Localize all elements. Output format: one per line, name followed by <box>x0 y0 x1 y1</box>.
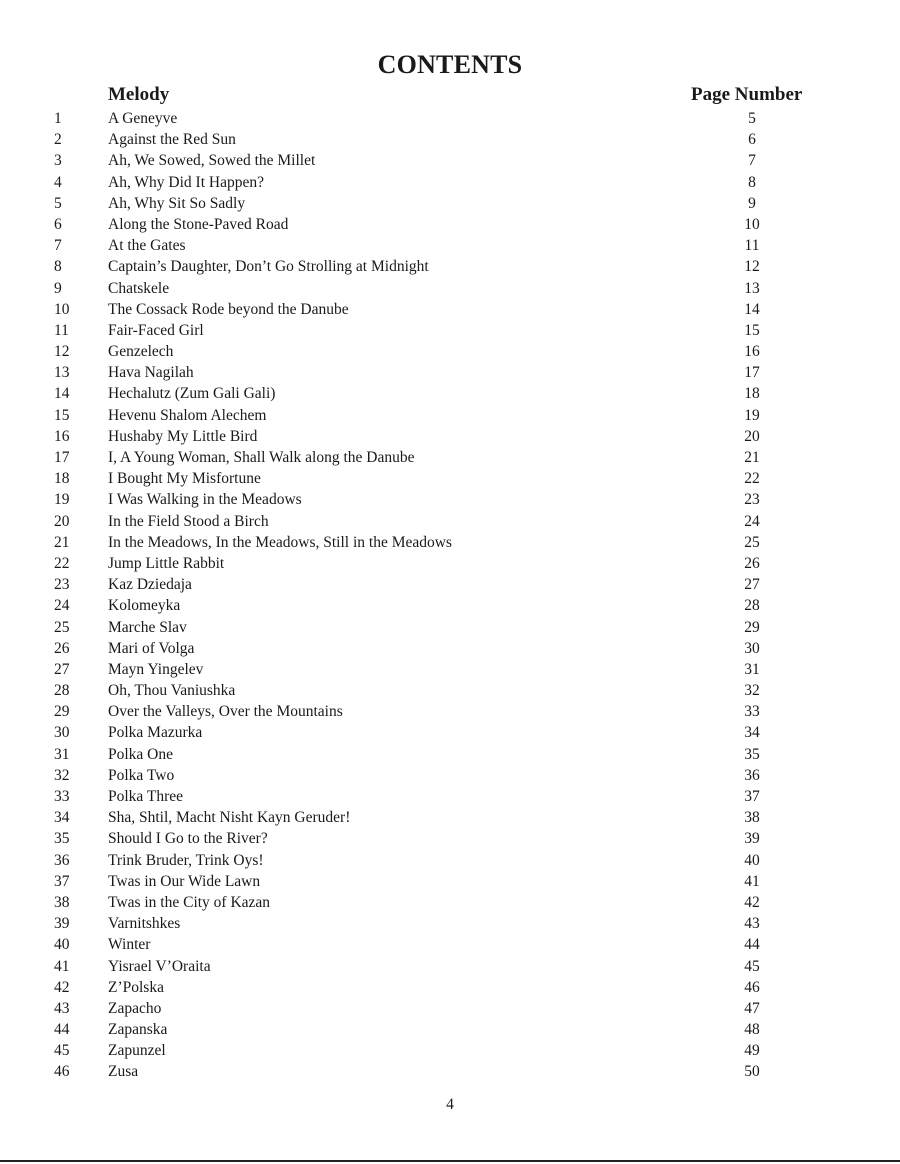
entry-title: Ah, We Sowed, Sowed the Millet <box>108 152 316 170</box>
page-title: CONTENTS <box>377 50 523 79</box>
entry-title: A Geneyve <box>108 110 178 127</box>
contents-list <box>0 108 900 1083</box>
entry-page-number: 19 <box>744 406 760 424</box>
entry-number: 20 <box>54 512 70 530</box>
toc-entry <box>0 278 900 299</box>
entry-title: Sha, Shtil, Macht Nisht Kayn Geruder! <box>108 809 351 827</box>
entry-number: 23 <box>54 576 70 594</box>
entry-title: Should I Go to the River? <box>108 830 268 848</box>
entry-number: 34 <box>54 809 70 827</box>
toc-entry <box>0 956 900 977</box>
entry-number: 45 <box>54 1042 70 1060</box>
entry-page-number: 14 <box>744 300 760 318</box>
entry-title: Kaz Dziedaja <box>108 576 192 594</box>
entry-title: Polka Three <box>108 788 184 805</box>
entry-page-number: 42 <box>744 893 760 911</box>
toc-entry <box>0 193 900 214</box>
entry-number: 2 <box>54 131 62 149</box>
toc-entry <box>0 659 900 680</box>
entry-title: Oh, Thou Vaniushka <box>108 682 236 700</box>
toc-entry <box>0 638 900 659</box>
entry-title: In the Meadows, In the Meadows, Still in the Meadows <box>108 533 452 551</box>
toc-entry <box>0 489 900 510</box>
toc-entry <box>0 574 900 595</box>
entry-page-number: 48 <box>744 1021 760 1039</box>
toc-entry <box>0 1061 900 1082</box>
entry-title: Captain’s Daughter, Don’t Go Strolling at Midnight <box>108 258 429 276</box>
entry-title: Polka Two <box>108 766 175 784</box>
entry-title: Ah, Why Did It Happen? <box>108 173 264 191</box>
entry-page-number: 46 <box>744 978 760 996</box>
entry-title: Hushaby My Little Bird <box>108 427 258 445</box>
entry-number: 24 <box>54 597 70 615</box>
entry-number: 39 <box>54 915 70 933</box>
entry-title: Ah, Why Sit So Sadly <box>108 194 246 212</box>
entry-title: Hechalutz (Zum Gali Gali) <box>108 385 276 403</box>
entry-number: 12 <box>54 343 70 361</box>
toc-entry <box>0 553 900 574</box>
entry-title: The Cossack Rode beyond the Danube <box>108 300 349 318</box>
toc-entry <box>0 828 900 849</box>
toc-entry <box>0 256 900 277</box>
entry-page-number: 11 <box>744 237 760 255</box>
entry-page-number: 44 <box>744 936 760 954</box>
entry-page-number: 10 <box>744 215 760 233</box>
entry-title: Yisrael V’Oraita <box>108 957 211 975</box>
entry-page-number: 29 <box>744 618 760 636</box>
entry-title: Polka Mazurka <box>108 724 203 742</box>
entry-title: Zapacho <box>108 999 162 1017</box>
toc-entry <box>0 532 900 553</box>
toc-entry <box>0 765 900 786</box>
entry-title: Hevenu Shalom Alechem <box>108 406 267 424</box>
entry-page-number: 47 <box>744 999 760 1017</box>
entry-title: Trink Bruder, Trink Oys! <box>108 851 264 869</box>
entry-title: In the Field Stood a Birch <box>108 512 269 530</box>
entry-page-number: 28 <box>744 597 760 615</box>
entry-page-number: 8 <box>748 173 756 191</box>
entry-title: Mayn Yingelev <box>108 660 204 678</box>
entry-page-number: 18 <box>744 385 760 403</box>
entry-page-number: 20 <box>744 427 760 445</box>
entry-number: 13 <box>54 364 70 382</box>
entry-title: Twas in Our Wide Lawn <box>108 872 261 890</box>
entry-title: Twas in the City of Kazan <box>108 893 271 911</box>
column-headers <box>0 84 900 106</box>
entry-title: Chatskele <box>108 279 170 297</box>
entry-page-number: 38 <box>744 809 760 827</box>
toc-entry <box>0 172 900 193</box>
toc-entry <box>0 108 900 129</box>
entry-page-number: 39 <box>744 830 760 848</box>
entry-title: Z’Polska <box>108 978 164 996</box>
entry-title: Hava Nagilah <box>108 364 194 382</box>
toc-entry <box>0 722 900 743</box>
entry-page-number: 31 <box>744 660 760 678</box>
entry-number: 25 <box>54 618 70 636</box>
entry-number: 3 <box>54 152 62 170</box>
toc-entry <box>0 129 900 150</box>
toc-entry <box>0 701 900 722</box>
toc-entry <box>0 595 900 616</box>
toc-entry <box>0 977 900 998</box>
toc-entry <box>0 405 900 426</box>
toc-entry <box>0 235 900 256</box>
entry-title: Over the Valleys, Over the Mountains <box>108 703 343 721</box>
entry-title: I Bought My Misfortune <box>108 470 261 488</box>
entry-page-number: 40 <box>744 851 760 869</box>
entry-page-number: 23 <box>744 491 760 509</box>
entry-title: At the Gates <box>108 237 186 255</box>
toc-entry <box>0 299 900 320</box>
entry-title: Varnitshkes <box>108 915 181 933</box>
entry-number: 41 <box>54 957 70 975</box>
entry-page-number: 21 <box>744 449 760 466</box>
entry-page-number: 27 <box>744 576 760 594</box>
entry-number: 7 <box>54 237 62 255</box>
entry-number: 27 <box>54 660 70 678</box>
page-folio: 4 <box>446 1096 454 1113</box>
entry-number: 9 <box>54 279 62 297</box>
entry-number: 43 <box>54 999 70 1017</box>
toc-entry <box>0 617 900 638</box>
page-number-column-header: Page Number <box>691 84 803 105</box>
toc-entry <box>0 341 900 362</box>
entry-number: 8 <box>54 258 62 276</box>
entry-page-number: 26 <box>744 554 760 572</box>
entry-number: 36 <box>54 851 70 869</box>
melody-column-header: Melody <box>108 84 170 105</box>
toc-entry <box>0 383 900 404</box>
toc-entry <box>0 744 900 765</box>
entry-page-number: 24 <box>744 512 760 530</box>
toc-entry <box>0 786 900 807</box>
entry-number: 35 <box>54 830 70 848</box>
entry-page-number: 37 <box>744 788 760 805</box>
toc-entry <box>0 850 900 871</box>
toc-entry <box>0 511 900 532</box>
entry-title: Kolomeyka <box>108 597 181 615</box>
toc-entry <box>0 150 900 171</box>
toc-entry <box>0 1040 900 1061</box>
entry-title: Fair-Faced Girl <box>108 321 204 339</box>
toc-entry <box>0 913 900 934</box>
entry-number: 38 <box>54 893 70 911</box>
entry-title: Jump Little Rabbit <box>108 554 225 572</box>
entry-page-number: 36 <box>744 766 760 784</box>
entry-title: Winter <box>108 936 151 954</box>
toc-entry <box>0 426 900 447</box>
entry-page-number: 7 <box>748 152 756 170</box>
entry-number: 6 <box>54 215 62 233</box>
toc-entry <box>0 871 900 892</box>
entry-title: I, A Young Woman, Shall Walk along the Danube <box>108 449 415 466</box>
entry-page-number: 6 <box>748 131 756 149</box>
entry-title: Genzelech <box>108 343 174 361</box>
entry-number: 37 <box>54 872 70 890</box>
entry-page-number: 15 <box>744 321 760 339</box>
entry-number: 30 <box>54 724 70 742</box>
entry-number: 17 <box>54 449 70 466</box>
entry-title: Zapunzel <box>108 1042 166 1060</box>
toc-entry <box>0 447 900 468</box>
entry-number: 28 <box>54 682 70 700</box>
entry-number: 10 <box>54 300 70 318</box>
entry-number: 33 <box>54 788 70 805</box>
entry-number: 42 <box>54 978 70 996</box>
entry-title: Along the Stone-Paved Road <box>108 215 289 233</box>
toc-entry <box>0 680 900 701</box>
entry-number: 46 <box>54 1063 70 1081</box>
entry-number: 15 <box>54 406 70 424</box>
entry-number: 14 <box>54 385 70 403</box>
toc-entry <box>0 934 900 955</box>
entry-page-number: 45 <box>744 957 760 975</box>
entry-number: 44 <box>54 1021 70 1039</box>
entry-number: 16 <box>54 427 70 445</box>
toc-entry <box>0 1019 900 1040</box>
entry-number: 4 <box>54 173 62 191</box>
toc-entry <box>0 892 900 913</box>
entry-number: 21 <box>54 533 70 551</box>
toc-entry <box>0 214 900 235</box>
entry-number: 40 <box>54 936 70 954</box>
entry-page-number: 50 <box>744 1063 760 1081</box>
entry-title: Marche Slav <box>108 618 187 636</box>
entry-page-number: 41 <box>744 872 760 890</box>
entry-page-number: 35 <box>744 745 760 763</box>
entry-number: 1 <box>54 110 62 127</box>
entry-page-number: 9 <box>748 194 756 212</box>
entry-number: 19 <box>54 491 70 509</box>
entry-title: Zapanska <box>108 1021 168 1039</box>
entry-page-number: 5 <box>748 110 756 127</box>
entry-title: I Was Walking in the Meadows <box>108 491 302 509</box>
entry-number: 22 <box>54 554 70 572</box>
entry-page-number: 32 <box>744 682 760 700</box>
entry-page-number: 17 <box>744 364 760 382</box>
entry-number: 31 <box>54 745 70 763</box>
entry-title: Polka One <box>108 745 174 763</box>
entry-page-number: 33 <box>744 703 760 721</box>
entry-page-number: 13 <box>744 279 760 297</box>
entry-page-number: 43 <box>744 915 760 933</box>
entry-number: 18 <box>54 470 70 488</box>
toc-entry <box>0 362 900 383</box>
entry-number: 5 <box>54 194 62 212</box>
entry-title: Zusa <box>108 1063 139 1081</box>
entry-page-number: 22 <box>744 470 760 488</box>
entry-number: 26 <box>54 639 70 657</box>
entry-page-number: 49 <box>744 1042 760 1060</box>
entry-page-number: 30 <box>744 639 760 657</box>
entry-page-number: 16 <box>744 343 760 361</box>
toc-entry <box>0 468 900 489</box>
toc-entry <box>0 320 900 341</box>
entry-page-number: 12 <box>744 258 760 276</box>
entry-page-number: 25 <box>744 533 760 551</box>
entry-title: Against the Red Sun <box>108 131 236 149</box>
entry-number: 29 <box>54 703 70 721</box>
toc-entry <box>0 998 900 1019</box>
entry-page-number: 34 <box>744 724 760 742</box>
bottom-rule <box>0 1160 900 1162</box>
entry-number: 11 <box>54 321 69 339</box>
toc-entry <box>0 807 900 828</box>
entry-number: 32 <box>54 766 70 784</box>
entry-title: Mari of Volga <box>108 639 195 657</box>
